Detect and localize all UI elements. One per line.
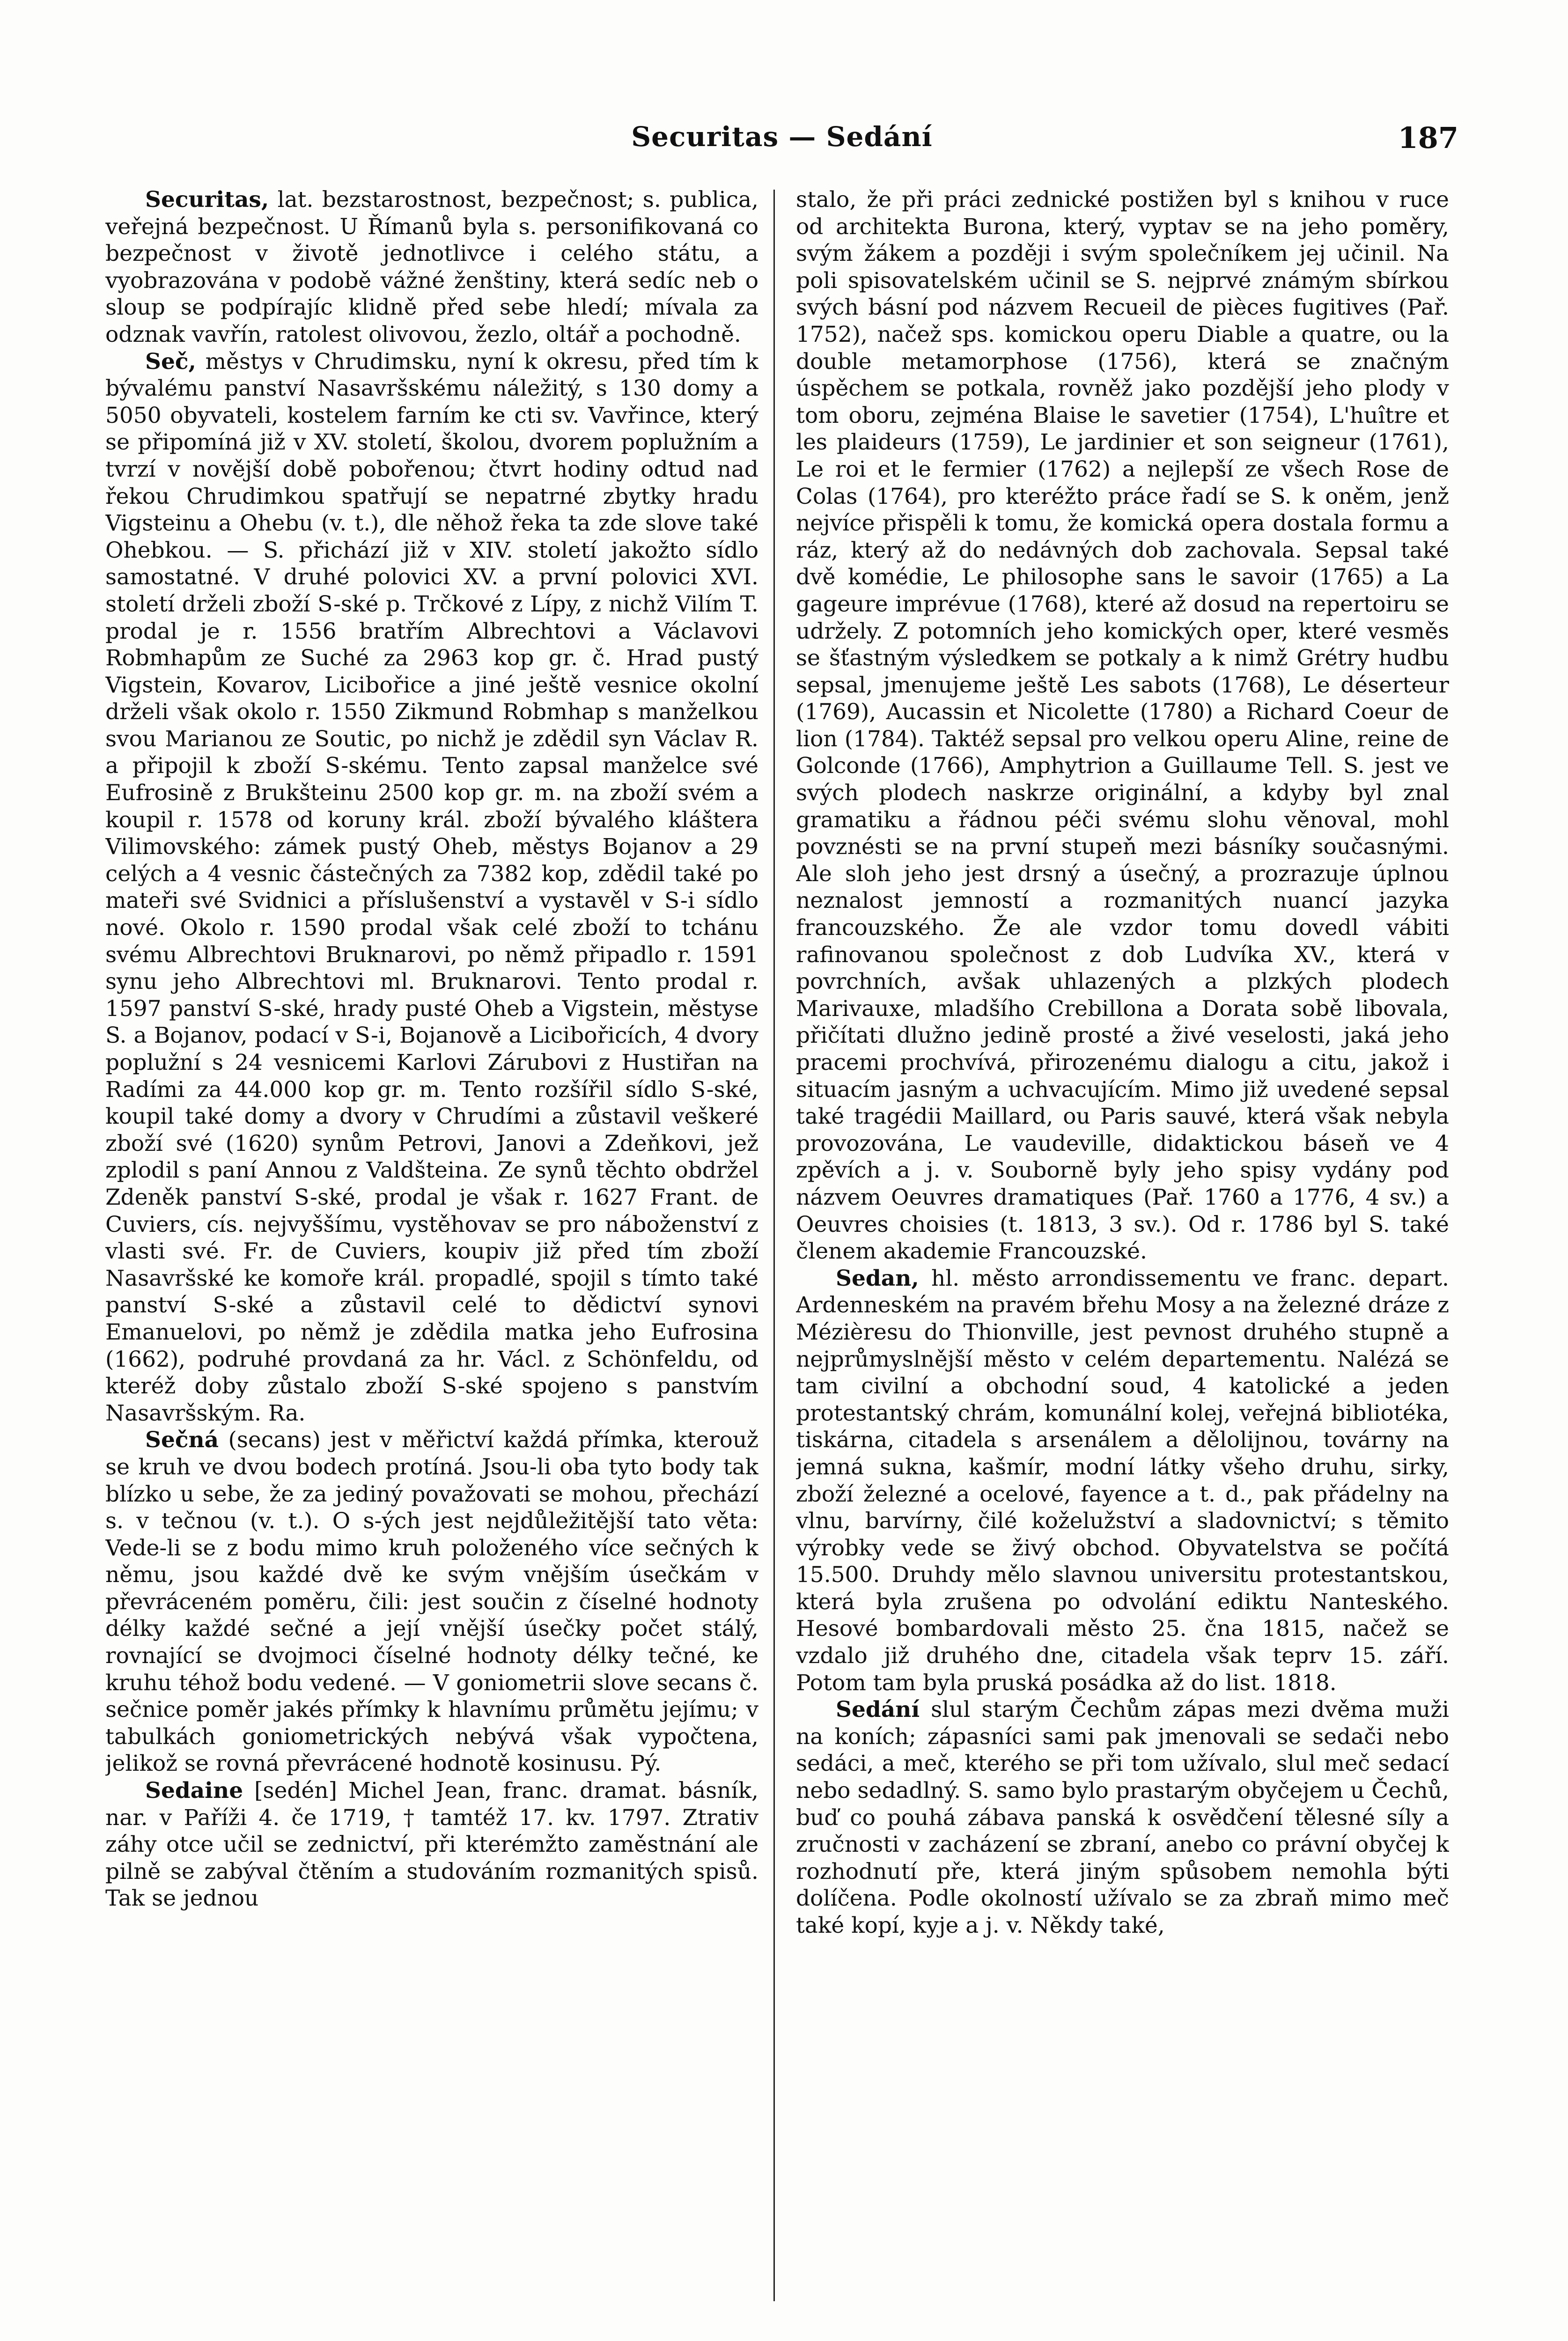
- entry-sedani: [796, 1696, 1449, 1939]
- entry-text: (secans) jest v měřictví každá přímka, kterouž se kruh ve dvou bodech protíná. Jsou-li oba tyto body tak blízko u sebe, že za jediný považovati se mohou, přechází s. v tečnou (v. t.). O s-ých jest nejdůležitější tato věta: Vede-li se z bodu mimo kruh položeného více sečných k němu, jsou každé dvě ke svým vnějším úsečkám v převráceném poměru, čili: jest součin z číselné hodnoty délky každé sečné a její vnější úsečky počet stálý, rovnající se dvojmoci číselné hodnoty délky tečné, ke kruhu téhož bodu vedené. — V goniometrii slove secans č. sečnice poměr jakés přímky k hlavnímu průmětu jejímu; v tabulkách goniometrických nebývá však vypočtena, jelikož se rovná převrácené hodnotě kosinusu. Pý.: [105, 1427, 758, 1777]
- headword: Sedání: [836, 1697, 920, 1723]
- headword: Sečná: [145, 1427, 219, 1453]
- entry-text: lat. bezstarostnost, bezpečnost; s. publica, veřejná bezpečnost. U Římanů byla s. personifikovaná co bezpečnost v životě jednotlivce i celého státu, a vyobrazována v podobě vážné ženštiny, která sedíc neb o sloup se podpírajíc klidně před sebe hledí; mívala za odznak vavřín, ratolest olivovou, žezlo, oltář a pochodně.: [105, 187, 758, 347]
- right-column: [796, 186, 1449, 2303]
- entry-text: stalo, že při práci zednické postižen byl s knihou v ruce od architekta Burona, který, vyptav se na jeho poměry, svým žákem a později i svým společníkem jej učinil. Na poli spisovatelském učinil se S. nejprvé známým sbírkou svých básní pod názvem Recueil de pièces fugitives (Pař. 1752), načež sps. komickou operu Diable a quatre, ou la double metamorphose (1756), která se značným úspěchem se potkala, rovněž jako pozdější jeho plody v tom oboru, zejména Blaise le savetier (1754), L'huître et les plaideurs (1759), Le jardinier et son seigneur (1761), Le roi et le fermier (1762) a nejlepší ze všech Rose de Colas (1764), pro kteréžto práce řadí se S. k oněm, jenž nejvíce přispěli k tomu, že komická opera dostala formu a ráz, který až do nedávných dob zachovala. Sepsal také dvě komédie, Le philosophe sans le savoir (1765) a La gageure imprévue (1768), které až dosud na repertoiru se udržely. Z potomních jeho komických oper, které vesměs se šťastným výsledkem se potkaly a k nimž Grétry hudbu sepsal, jmenujeme ještě Les sabots (1768), Le déserteur (1769), Aucassin et Nicolette (1780) a Richard Coeur de lion (1784). Taktéž sepsal pro velkou operu Aline, reine de Golconde (1766), Amphytrion a Guillaume Tell. S. jest ve svých plodech naskrze originální, a kdyby byl znal gramatiku a řádnou péči svému slohu věnoval, mohl povznésti se na první stupeň mezi básníky současnými. Ale sloh jeho jest drsný a úsečný, a prozrazuje úplnou neznalost jemností a rozmanitých nuancí jazyka francouzského. Že ale vzdor tomu dovedl vábiti rafinovanou společnost z dob Ludvíka XV., která v povrchních, avšak uhlazených a plzkých plodech Marivauxe, mladšího Crebillona a Dorata sobě libovala, přičítati dlužno jedině prosté a živé veselosti, jaká jeho pracemi prochvívá, přirozenému dialogu a citu, jakož i situacím jasným a uchvacujícím. Mimo již uvedené sepsal také tragédii Maillard, ou Paris sauvé, která však nebyla provozována, Le vaudeville, didaktickou báseň ve 4 zpěvích a j. v. Souborně byly jeho spisy vydány pod názvem Oeuvres dramatiques (Pař. 1760 a 1776, 4 sv.) a Oeuvres choisies (t. 1813, 3 sv.). Od r. 1786 byl S. také členem akademie Francouzské.: [796, 187, 1449, 1265]
- entry-text: městys v Chrudimsku, nyní k okresu, před tím k bývalému panství Nasavršskému náležitý, s 130 domy a 5050 obyvateli, kostelem farním ke cti sv. Vavřince, který se připomíná již v XV. století, školou, dvorem poplužním a tvrzí v novější době pobořenou; čtvrt hodiny odtud nad řekou Chrudimkou spatřují se nepatrné zbytky hradu Vigsteinu a Ohebu (v. t.), dle něhož řeka ta zde slove také Ohebkou. — S. přichází již v XIV. století jakožto sídlo samostatné. V druhé polovici XV. a první polovici XVI. století drželi zboží S-ské p. Trčkové z Lípy, z nichž Vilím T. prodal je r. 1556 bratřím Albrechtovi a Václavovi Robmhapům ze Suché za 2963 kop gr. č. Hrad pustý Vigstein, Kovarov, Licibořice a jiné ještě vesnice okolní drželi však okolo r. 1550 Zikmund Robmhap s manželkou svou Marianou ze Soutic, po nichž je zdědil syn Václav R. a připojil k zboží S-skému. Tento zapsal manželce své Eufrosině z Brukšteinu 2500 kop gr. m. na zboží svém a koupil r. 1578 od koruny král. zboží bývalého kláštera Vilimovského: zámek pustý Oheb, městys Bojanov a 29 celých a 4 vesnic částečných za 7382 kop, zdědil také po mateři své Svidnici a příslušenství a vystavěl v S-i sídlo nové. Okolo r. 1590 prodal však celé zboží to tchánu svému Albrechtovi Bruknarovi, po němž připadlo r. 1591 synu jeho Albrechtovi ml. Bruknarovi. Tento prodal r. 1597 panství S-ské, hrady pusté Oheb a Vigstein, městyse S. a Bojanov, podací v S-i, Bojanově a Licibořicích, 4 dvory poplužní s 24 vesnicemi Karlovi Zárubovi z Hustiřan na Radími za 44.000 kop gr. m. Tento rozšířil sídlo S-ské, koupil také domy a dvory v Chrudími a zůstavil veškeré zboží své (1620) synům Petrovi, Janovi a Zdeňkovi, jež zplodil s paní Annou z Valdšteina. Ze synů těchto obdržel Zdeněk panství S-ské, prodal je však r. 1627 Frant. de Cuviers, cís. nejvyššímu, vystěhovav se pro náboženství z vlasti své. Fr. de Cuviers, koupiv již před tím zboží Nasavršské ke komoře král. propadlé, spojil s tímto také panství S-ské a zůstavil celé to dědictví synovi Emanuelovi, po němž je zdědila matka jeho Eufrosina (1662), podruhé provdaná za hr. Václ. z Schönfeldu, od kteréž doby zůstalo zboží S-ské spojeno s panstvím Nasavršským. Ra.: [105, 348, 758, 1426]
- headword: Seč,: [145, 348, 196, 375]
- headword: Sedan,: [836, 1265, 919, 1291]
- entry-text: [sedén] Michel Jean, franc. dramat. básník, nar. v Paříži 4. če 1719, † tamtéž 17. kv. 1797. Ztrativ záhy otce učil se zednictví, při kterémžto zaměstnání ale pilně se zabýval čtěním a studováním rozmanitých spisů. Tak se jednou: [105, 1778, 758, 1912]
- headword: Sedaine: [145, 1778, 243, 1804]
- entry-sedaine-continued: [796, 186, 1449, 1265]
- page-number: 187: [1398, 121, 1458, 155]
- entry-securitas: [105, 186, 758, 348]
- running-title: Securitas — Sedání: [631, 121, 933, 153]
- column-divider: [773, 190, 775, 2301]
- headword: Securitas,: [145, 187, 269, 213]
- left-column: [105, 186, 758, 2303]
- entry-text: hl. město arrondissementu ve franc. depart. Ardenneském na pravém břehu Mosy a na železné dráze z Mézièresu do Thionville, jest pevnost druhého stupně a nejprůmyslnější město v celém departementu. Nalézá se tam civilní a obchodní soud, 4 katolické a jeden protestantský chrám, komunální kolej, veřejná bibliotéka, tiskárna, citadela s arsenálem a dělolijnou, továrny na jemná sukna, kašmír, modní látky všeho druhu, sirky, zboží železné a ocelové, fayence a t. d., pak přádelny na vlnu, barvírny, čilé koželužství a sladovnictví; s těmito výrobky vede se živý obchod. Obyvatelstva se počítá 15.500. Druhdy mělo slavnou universitu protestantskou, která byla zrušena po odvolání ediktu Nanteského. Hesové bombardovali město 25. čna 1815, načež se vzdalo již druhého dne, citadela však teprv 15. září. Potom tam byla pruská posádka až do list. 1818.: [796, 1265, 1449, 1696]
- entry-text: slul starým Čechům zápas mezi dvěma muži na koních; zápasníci sami pak jmenovali se sedači nebo sedáci, a meč, kterého se při tom užívalo, slul meč sedací nebo sedadlný. S. samo bylo prastarým obyčejem u Čechů, buď co pouhá zábava panská k osvědčení tělesné síly a zručnosti v zacházení se zbraní, anebo co právní obyčej k rozhodnutí pře, která jiným spůsobem nemohla býti dolíčena. Podle okolností užívalo se za zbraň mimo meč také kopí, kyje a j. v. Někdy také,: [796, 1697, 1449, 1938]
- entry-secna: [105, 1427, 758, 1777]
- entry-sec: [105, 348, 758, 1427]
- page-header: [105, 121, 1458, 163]
- entry-sedaine: [105, 1777, 758, 1912]
- entry-sedan: [796, 1265, 1449, 1697]
